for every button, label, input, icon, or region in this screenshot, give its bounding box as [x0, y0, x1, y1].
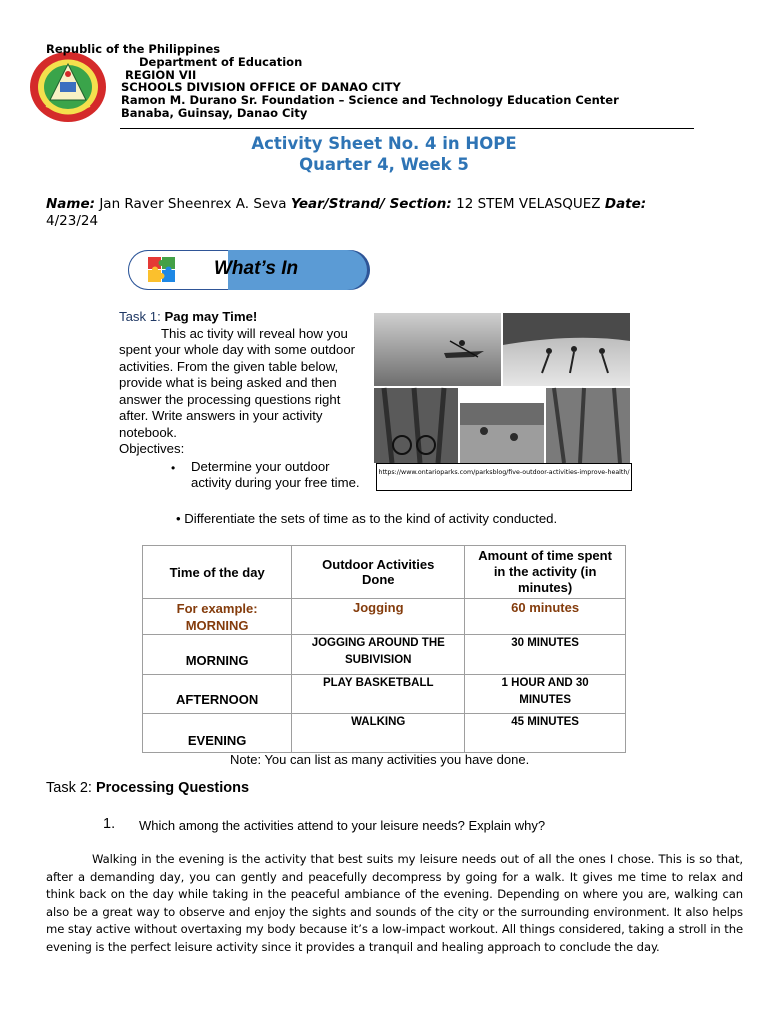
row-activity: JOGGING AROUND THE SUBIVISION [292, 635, 465, 675]
name-label: Name: [46, 196, 96, 212]
example-time-cell [143, 599, 292, 635]
date-label: Date: [604, 196, 647, 212]
header-activity: Outdoor Activities Done [292, 546, 465, 599]
row-time: MORNING [143, 635, 292, 675]
row-activity: PLAY BASKETBALL [292, 675, 465, 714]
task1-body: This ac tivity will reveal how you spent your whole day with some outdoor activities. From the given table below, provide what is being asked and then answer the processing questions right after. Write answers in your activity notebook. [119, 325, 356, 440]
bullet-icon: • [171, 460, 176, 475]
activity-title: Activity Sheet No. 4 in HOPE [251, 134, 517, 153]
table-row [143, 714, 626, 753]
row-amount: 30 MINUTES [465, 635, 626, 675]
date-value: 4/23/24 [46, 213, 99, 229]
objective-1-item [119, 459, 371, 492]
objective-1-text: Determine your outdoor activity during your free time. [191, 458, 360, 490]
question-1-number: 1. [103, 816, 116, 832]
question-1-answer: Walking in the evening is the activity that best suits my leisure needs out of all the ones I chose. This is so that, after a demanding day, you can gently and peacefully decompress by going for a walk. It gives me time to relax and think back on the day while taking in the peaceful ambiance of the evening. Depending on where you are, walking can also be a great way to observe and enjoy the sights and sounds of the city or the surrounding environment. It also helps me stay active without overtaxing my body because it’s a low-impact workout. All things considered, taking a stroll in the evening is the perfect leisure activity since it provides a tranquil and healing approach to conclude the day. [46, 852, 743, 954]
header-address: Banaba, Guinsay, Danao City [121, 106, 308, 120]
header-amount: Amount of time spent in the activity (in minutes) [465, 546, 626, 599]
task1-title: Pag may Time! [164, 309, 258, 324]
task1-block [119, 309, 371, 492]
deped-seal-logo [28, 50, 108, 124]
table-example-row [143, 599, 626, 635]
objective-2-text: Differentiate the sets of time as to the kind of activity conducted. [184, 511, 558, 526]
task1-label: Task 1: [119, 309, 165, 324]
task2-heading [46, 780, 249, 796]
row-activity: WALKING [292, 714, 465, 753]
row-amount: 1 HOUR AND 30 MINUTES [465, 675, 626, 714]
row-time: AFTERNOON [143, 675, 292, 714]
example-label: For example: [176, 601, 258, 616]
section-label: Year/Strand/ Section: [290, 196, 452, 212]
row-time: EVENING [143, 714, 292, 753]
example-amount: 60 minutes [465, 599, 626, 635]
example-activity: Jogging [292, 599, 465, 635]
puzzle-icon [147, 256, 177, 284]
header-republic: Republic of the Philippines [46, 42, 221, 56]
header-divider [120, 128, 694, 129]
activity-table [142, 545, 626, 753]
student-info-line [46, 196, 726, 230]
header-school: Ramon M. Durano Sr. Foundation – Science and Technology Education Center [121, 93, 619, 107]
table-header-row [143, 546, 626, 599]
table-note: Note: You can list as many activities you have done. [230, 752, 530, 767]
bullet-icon: • [176, 511, 185, 526]
objective-2-item [176, 511, 557, 526]
whats-in-banner-cap [128, 250, 228, 290]
outdoor-activities-photo [374, 313, 630, 463]
task2-title: Processing Questions [95, 780, 250, 796]
header-region: REGION VII [125, 68, 197, 82]
header-division: SCHOOLS DIVISION OFFICE OF DANAO CITY [121, 80, 401, 94]
photo-caption: https://www.ontarioparks.com/parksblog/five-outdoor-activities-improve-health/ [376, 463, 632, 491]
quarter-week-title: Quarter 4, Week 5 [299, 155, 469, 174]
name-value: Jan Raver Sheenrex A. Seva [95, 196, 291, 212]
example-time: MORNING [185, 618, 249, 633]
question-1-text: Which among the activities attend to your leisure needs? Explain why? [139, 818, 546, 833]
row-amount: 45 MINUTES [465, 714, 626, 753]
section-value: 12 STEM VELASQUEZ [451, 196, 605, 212]
header-time: Time of the day [143, 546, 292, 599]
table-row [143, 635, 626, 675]
table-row [143, 675, 626, 714]
task2-label: Task 2: [46, 780, 96, 796]
objectives-label: Objectives: [119, 441, 185, 456]
header-department: Department of Education [139, 55, 303, 69]
whats-in-label: What’s In [214, 258, 299, 279]
